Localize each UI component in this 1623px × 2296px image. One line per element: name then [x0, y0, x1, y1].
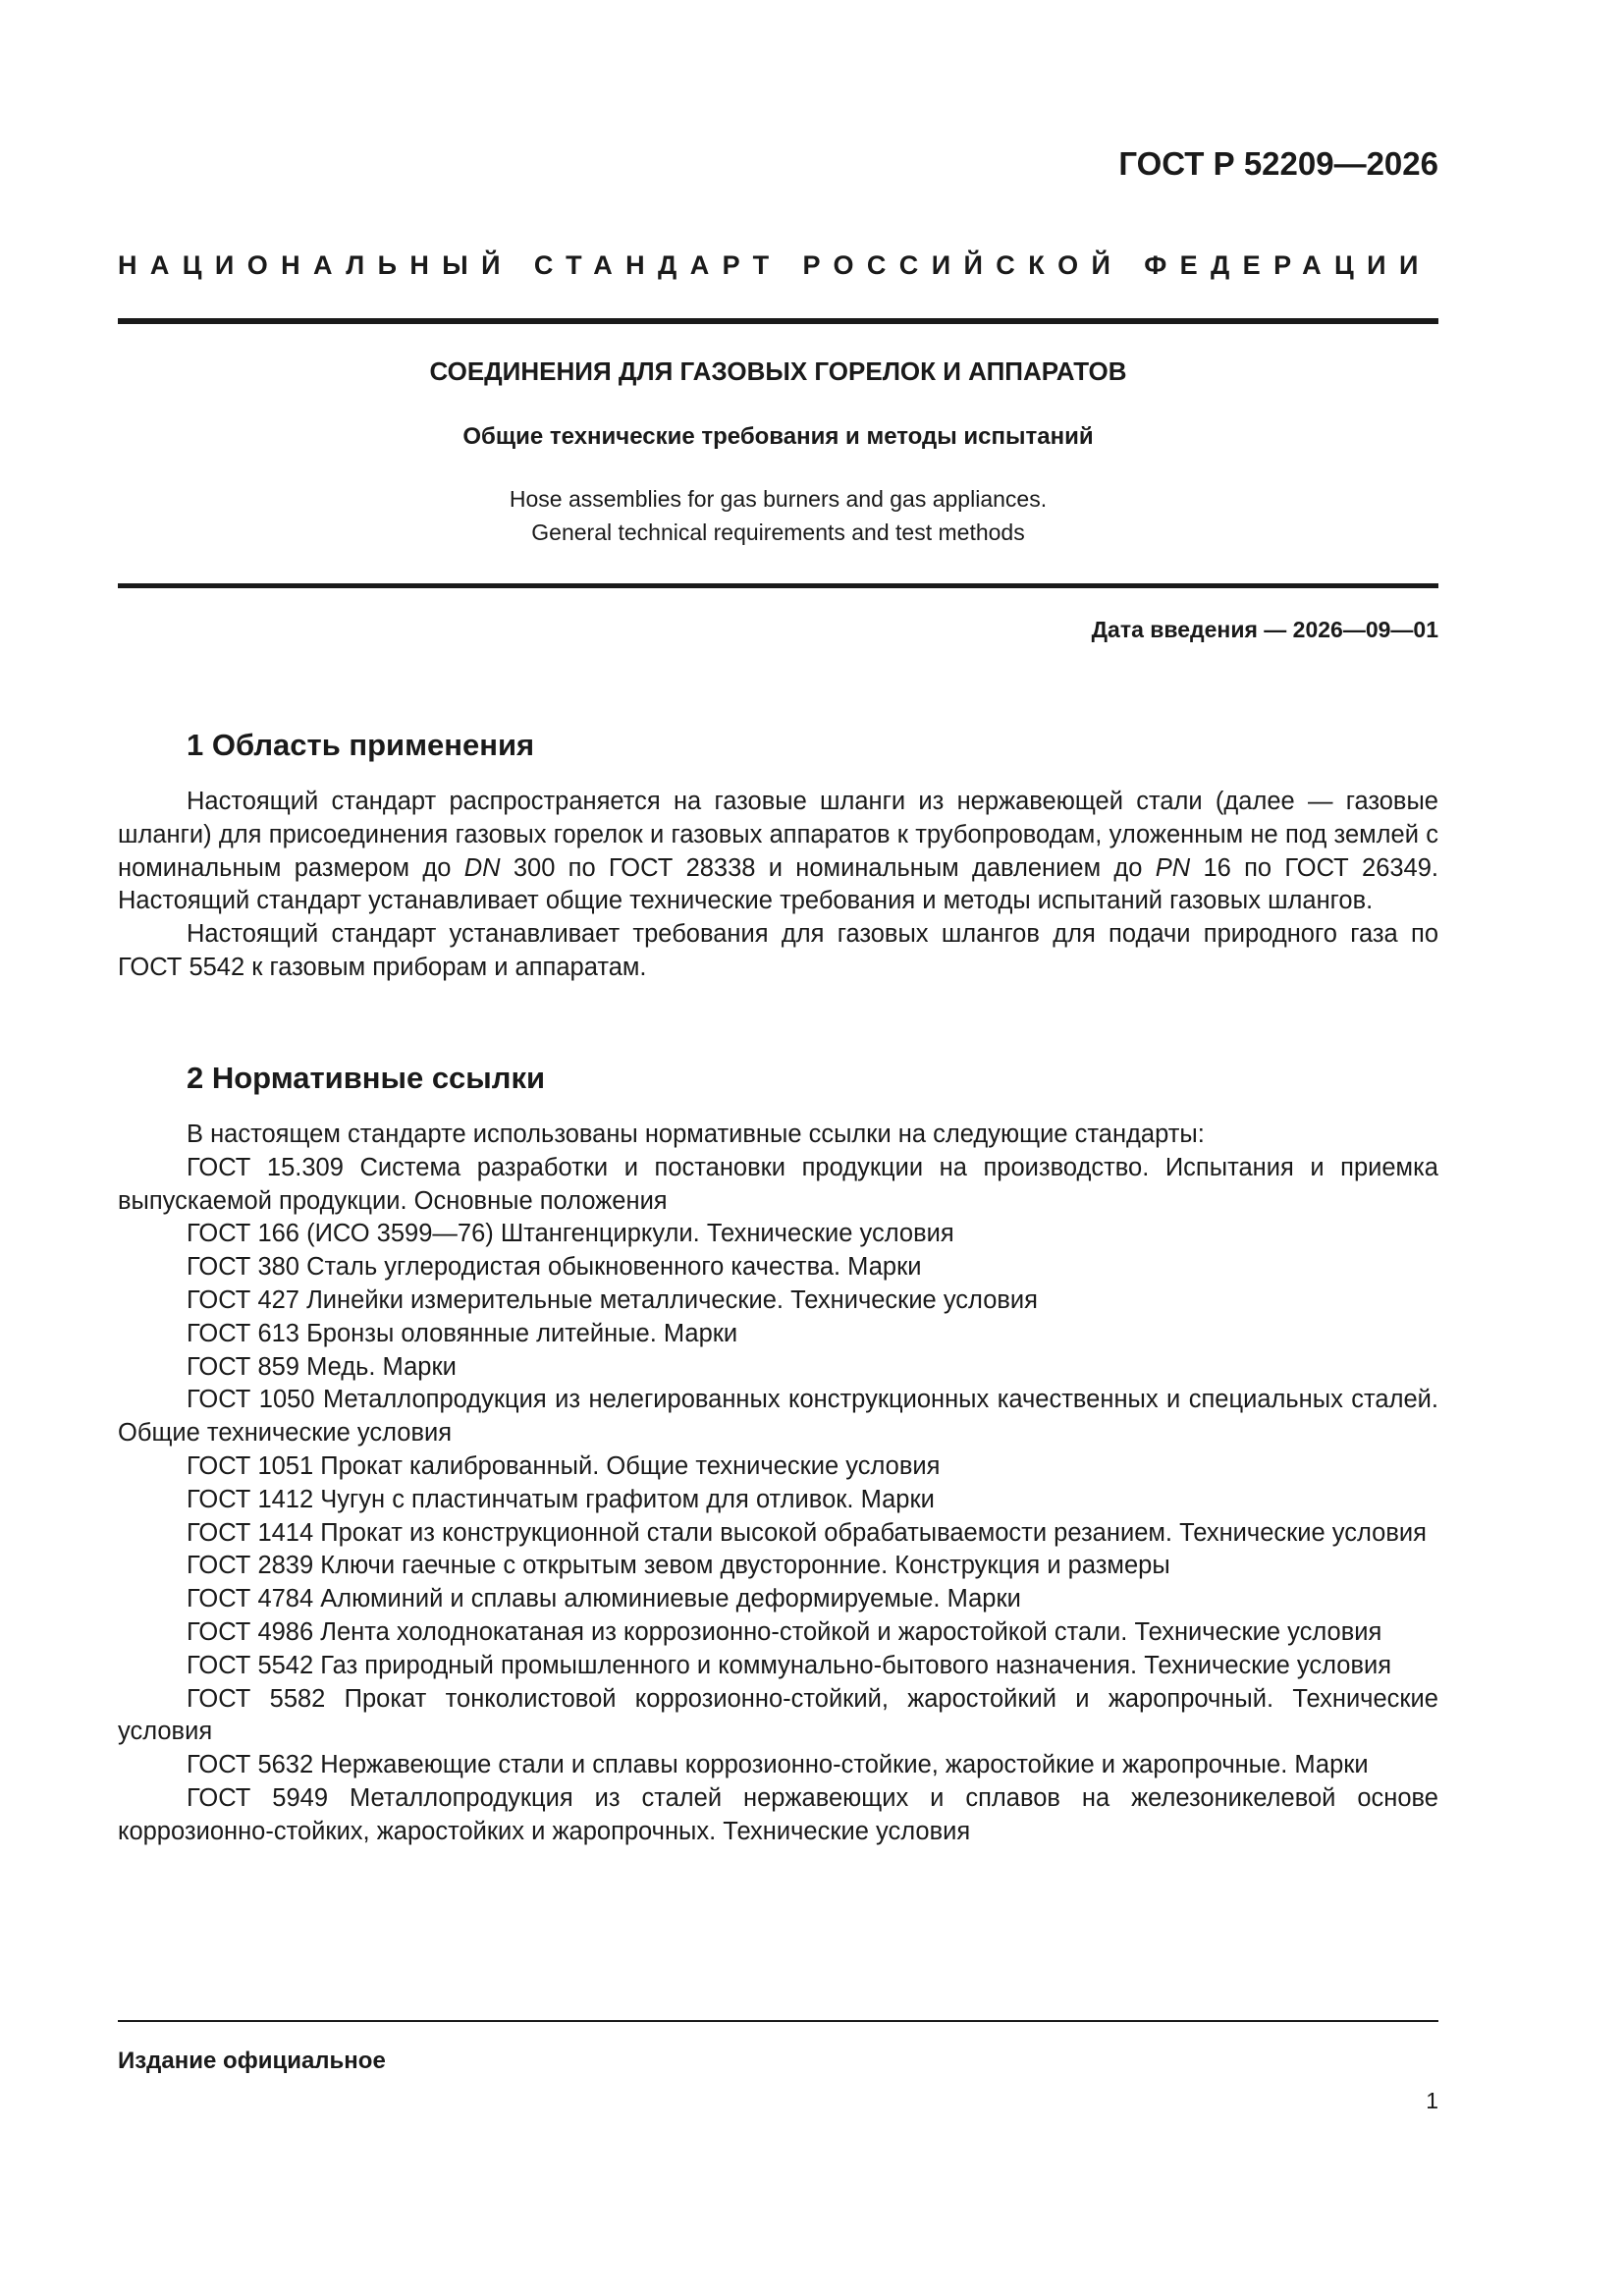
section-1-heading: 1 Область применения	[187, 728, 535, 762]
page-number: 1	[1426, 2088, 1438, 2113]
reference-item: ГОСТ 5949 Металлопродукция из сталей нержавеющих и сплавов на железоникелевой основе коррозионно-стойких, жаростойких и жаропрочных. Технические условия	[118, 1783, 1438, 1845]
edition-label: Издание официальное	[118, 2048, 386, 2074]
reference-item: ГОСТ 1414 Прокат из конструкционной стали высокой обрабатываемости резанием. Технические условия	[187, 1518, 1427, 1547]
pn-symbol: PN	[1155, 853, 1191, 882]
english-title	[118, 482, 1438, 549]
reference-item: ГОСТ 166 (ИСО 3599—76) Штангенциркули. Технические условия	[187, 1220, 954, 1248]
document-subtitle: Общие технические требования и методы испытаний	[462, 423, 1094, 450]
reference-item: ГОСТ 427 Линейки измерительные металлические. Технические условия	[187, 1285, 1038, 1314]
introduction-date: Дата введения — 2026—09—01	[1091, 617, 1438, 642]
reference-item: ГОСТ 1051 Прокат калиброванный. Общие технические условия	[187, 1451, 941, 1480]
section-2-body	[118, 1119, 1438, 1849]
reference-item: ГОСТ 5582 Прокат тонколистовой коррозионно-стойкий, жаростойкий и жаропрочный. Технические условия	[118, 1684, 1438, 1746]
english-title-line-2: General technical requirements and test methods	[531, 519, 1025, 545]
section-1-paragraph-2: Настоящий стандарт устанавливает требования для газовых шлангов для подачи природного газа по ГОСТ 5542 к газовым приборам и аппаратам.	[118, 920, 1438, 981]
reference-item: ГОСТ 4986 Лента холоднокатаная из коррозионно-стойкой и жаростойкой стали. Технические условия	[187, 1617, 1382, 1646]
section-2-intro: В настоящем стандарте использованы нормативные ссылки на следующие стандарты:	[187, 1121, 1205, 1148]
title-divider	[118, 583, 1438, 588]
english-title-line-1: Hose assemblies for gas burners and gas appliances.	[509, 486, 1048, 512]
reference-item: ГОСТ 859 Медь. Марки	[187, 1352, 457, 1381]
reference-item: ГОСТ 5542 Газ природный промышленного и коммунально-бытового назначения. Технические условия	[187, 1651, 1392, 1679]
footer-divider	[118, 2020, 1438, 2022]
reference-item: ГОСТ 1050 Металлопродукция из нелегированных конструкционных качественных и специальных сталей. Общие технические условия	[118, 1386, 1438, 1448]
section-2-heading: 2 Нормативные ссылки	[187, 1061, 546, 1095]
reference-item: ГОСТ 380 Сталь углеродистая обыкновенного качества. Марки	[187, 1253, 922, 1282]
national-standard-banner: НАЦИОНАЛЬНЫЙ СТАНДАРТ РОССИЙСКОЙ ФЕДЕРАЦИИ	[118, 250, 1432, 280]
top-divider	[118, 318, 1438, 324]
reference-item: ГОСТ 4784 Алюминий и сплавы алюминиевые деформируемые. Марки	[187, 1585, 1021, 1613]
document-number: ГОСТ Р 52209—2026	[1118, 145, 1438, 182]
section-1-body	[118, 786, 1438, 985]
reference-item: ГОСТ 1412 Чугун с пластинчатым графитом для отливок. Марки	[187, 1485, 935, 1513]
dn-symbol: DN	[463, 853, 501, 882]
reference-item: ГОСТ 613 Бронзы оловянные литейные. Марки	[187, 1319, 738, 1347]
reference-item: ГОСТ 2839 Ключи гаечные с открытым зевом двусторонние. Конструкция и размеры	[187, 1552, 1170, 1580]
document-title: СОЕДИНЕНИЯ ДЛЯ ГАЗОВЫХ ГОРЕЛОК И АППАРАТОВ	[429, 356, 1127, 386]
section-1-paragraph-1: Настоящий стандарт распространяется на газовые шланги из нержавеющей стали (далее — газовые шланги) для присоединения газовых горелок и газовых аппаратов к трубопроводам, уложенным не под землей с номинальным размером до DN 300 по ГОСТ 28338 и номинальным давлением до PN 16 по ГОСТ 26349. Настоящий стандарт устанавливает общие технические требования и методы испытаний газовых шлангов.	[118, 788, 1439, 915]
reference-item: ГОСТ 5632 Нержавеющие стали и сплавы коррозионно-стойкие, жаростойкие и жаропрочные. Марки	[187, 1751, 1369, 1779]
reference-item: ГОСТ 15.309 Система разработки и постановки продукции на производство. Испытания и приемка выпускаемой продукции. Основные положения	[118, 1153, 1438, 1215]
